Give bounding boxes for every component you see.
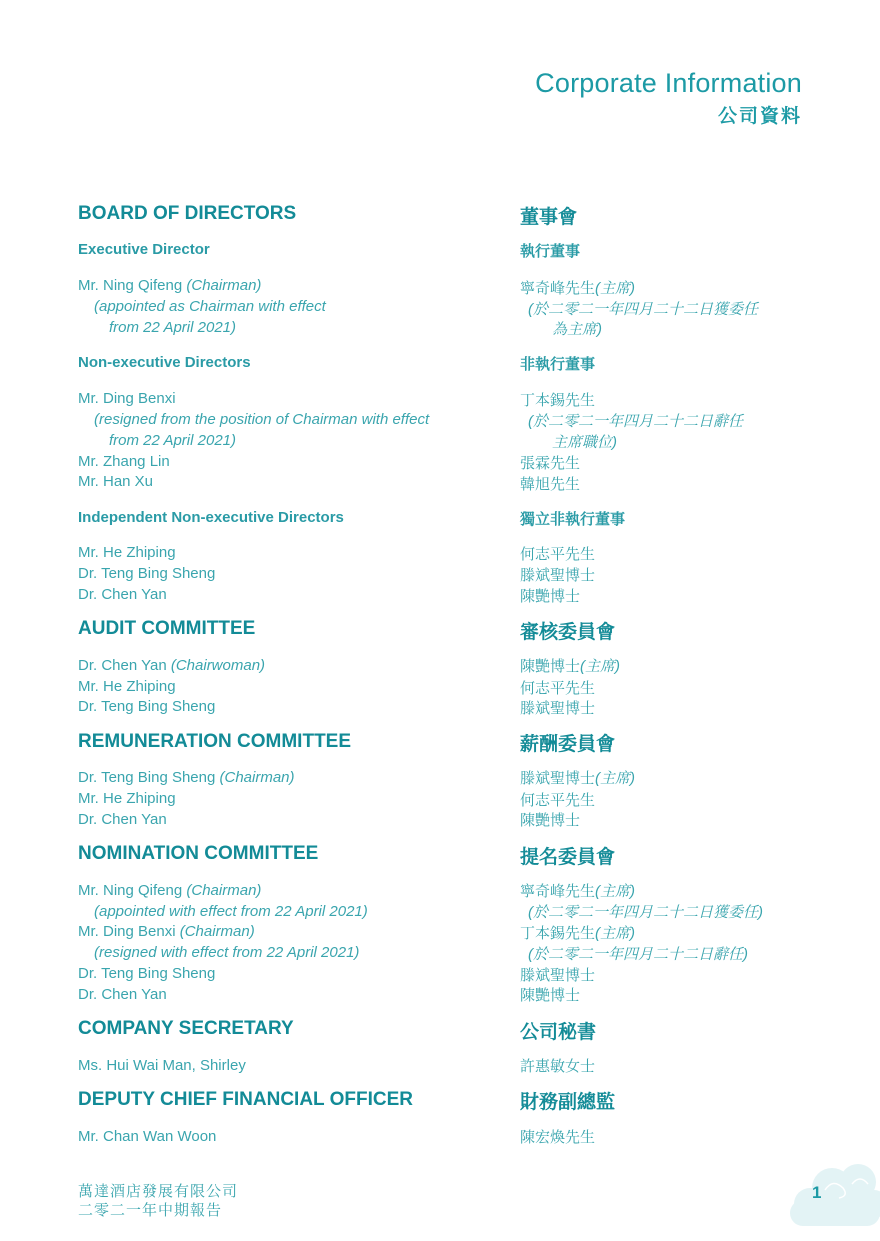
nomination-heading-zh: 提名委員會	[520, 847, 616, 868]
dcfo-name: Mr. Chan Wan Woon	[78, 1128, 217, 1145]
committee-member: Dr. Chen Yan (Chairwoman)	[78, 657, 266, 674]
exec-director-subheading-zh: 執行董事	[520, 243, 581, 260]
dcfo-heading-zh: 財務副總監	[520, 1092, 616, 1113]
page-title-zh: 公司資料	[717, 106, 802, 127]
footer-company: 萬達酒店發展有限公司	[78, 1183, 239, 1200]
audit-heading-en: AUDIT COMMITTEE	[78, 618, 256, 639]
director-entry: Mr. Ding Benxi	[78, 390, 176, 407]
committee-member: Dr. Teng Bing Sheng (Chairman)	[78, 769, 295, 786]
director-note: (resigned from the position of Chairman with effect	[94, 411, 430, 428]
committee-member: Mr. He Zhiping	[78, 790, 176, 807]
committee-note-zh: (於二零二一年四月二十二日辭任)	[528, 946, 748, 963]
director-entry: Mr. Han Xu	[78, 473, 154, 490]
director-entry-zh: 滕斌聖博士	[520, 567, 596, 584]
secretary-name-zh: 許惠敏女士	[520, 1058, 596, 1075]
committee-member-zh: 滕斌聖博士(主席)	[520, 770, 636, 787]
committee-note: (appointed with effect from 22 April 2021)	[94, 903, 368, 920]
committee-member-zh: 滕斌聖博士	[520, 967, 596, 984]
nonexec-subheading-zh: 非執行董事	[520, 356, 596, 373]
audit-heading-zh: 審核委員會	[520, 622, 616, 643]
committee-note: (resigned with effect from 22 April 2021)	[94, 944, 360, 961]
committee-member: Mr. Ding Benxi (Chairman)	[78, 923, 255, 940]
footer-report: 二零二一年中期報告	[78, 1202, 223, 1219]
ind-director-subheading-zh: 獨立非執行董事	[520, 511, 626, 528]
committee-member-zh: 滕斌聖博士	[520, 700, 596, 717]
dcfo-name-zh: 陳宏煥先生	[520, 1129, 596, 1146]
dcfo-heading-en: DEPUTY CHIEF FINANCIAL OFFICER	[78, 1089, 413, 1110]
secretary-heading-zh: 公司秘書	[520, 1022, 597, 1043]
board-heading-zh: 董事會	[520, 207, 578, 228]
committee-member-zh: 陳艷博士	[520, 987, 581, 1004]
director-entry-zh: 陳艷博士	[520, 588, 581, 605]
committee-member-zh: 陳艷博士	[520, 812, 581, 829]
director-entry: Dr. Chen Yan	[78, 586, 167, 603]
director-entry-zh: 何志平先生	[520, 546, 596, 563]
director-entry-zh: 張霖先生	[520, 455, 581, 472]
director-entry-zh: 寧奇峰先生(主席)	[520, 280, 636, 297]
secretary-heading-en: COMPANY SECRETARY	[78, 1018, 294, 1039]
remuneration-heading-zh: 薪酬委員會	[520, 734, 616, 755]
director-entry: Mr. He Zhiping	[78, 544, 176, 561]
director-entry-zh: 丁本錫先生	[520, 392, 596, 409]
committee-member-zh: 陳艷博士(主席)	[520, 658, 621, 675]
director-entry: Mr. Zhang Lin	[78, 453, 170, 470]
committee-member-zh: 丁本錫先生(主席)	[520, 925, 636, 942]
ind-director-subheading-en: Independent Non-executive Directors	[78, 509, 344, 526]
director-note: (appointed as Chairman with effect	[94, 298, 326, 315]
remuneration-heading-en: REMUNERATION COMMITTEE	[78, 731, 352, 752]
committee-member: Dr. Teng Bing Sheng	[78, 965, 216, 982]
committee-member-zh: 寧奇峰先生(主席)	[520, 883, 636, 900]
secretary-name: Ms. Hui Wai Man, Shirley	[78, 1057, 246, 1074]
page-number: 1	[812, 1183, 822, 1202]
nonexec-subheading-en: Non-executive Directors	[78, 354, 251, 371]
nomination-heading-en: NOMINATION COMMITTEE	[78, 843, 319, 864]
committee-member: Dr. Chen Yan	[78, 986, 167, 1003]
cloud-decoration-icon	[770, 1160, 880, 1230]
director-entry-zh: 韓旭先生	[520, 476, 581, 493]
director-note-zh: (於二零二一年四月二十二日獲委任	[528, 301, 758, 318]
page-title-en: Corporate Information	[535, 68, 802, 98]
director-note: from 22 April 2021)	[109, 319, 237, 336]
committee-note-zh: (於二零二一年四月二十二日獲委任)	[528, 904, 763, 921]
director-entry: Mr. Ning Qifeng (Chairman)	[78, 277, 262, 294]
committee-member: Mr. Ning Qifeng (Chairman)	[78, 882, 262, 899]
committee-member: Dr. Chen Yan	[78, 811, 167, 828]
director-entry: Dr. Teng Bing Sheng	[78, 565, 216, 582]
director-note-zh: 主席職位)	[552, 434, 617, 451]
committee-member: Mr. He Zhiping	[78, 678, 176, 695]
exec-director-subheading-en: Executive Director	[78, 241, 210, 258]
director-note: from 22 April 2021)	[109, 432, 237, 449]
director-note-zh: 為主席)	[552, 321, 602, 338]
director-note-zh: (於二零二一年四月二十二日辭任	[528, 413, 743, 430]
committee-member-zh: 何志平先生	[520, 680, 596, 697]
board-heading-en: BOARD OF DIRECTORS	[78, 203, 297, 224]
committee-member: Dr. Teng Bing Sheng	[78, 698, 216, 715]
committee-member-zh: 何志平先生	[520, 792, 596, 809]
